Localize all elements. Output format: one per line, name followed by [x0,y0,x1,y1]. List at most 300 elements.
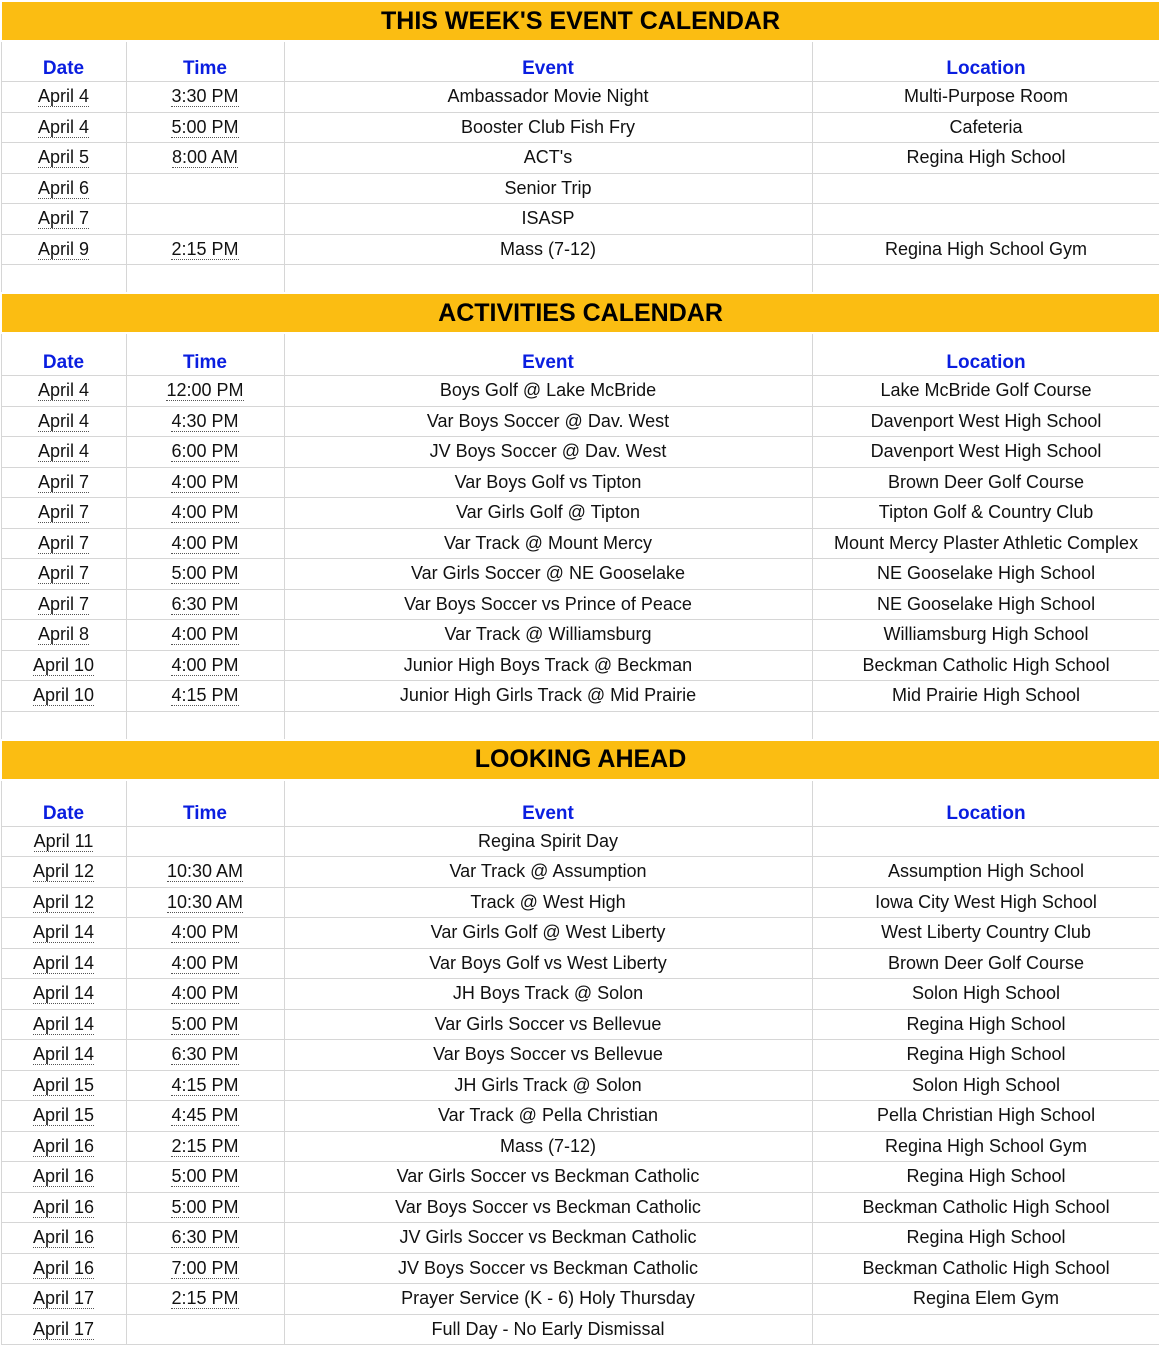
cell-location [812,979,1159,1010]
cell-date [1,1253,126,1284]
cell-location [812,1009,1159,1040]
table-row [1,681,1159,712]
cell-location [812,143,1159,174]
cell-date [1,1223,126,1254]
cell-date [1,467,126,498]
cell-time-text: 7:00 PM [171,1257,239,1278]
empty-cell [812,711,1159,740]
section-banner [1,1,1159,41]
cell-event-text: Var Girls Soccer vs Bellevue [434,1013,662,1034]
calendar-body [1,1,1159,1345]
cell-time [126,1192,284,1223]
cell-event-text: JV Girls Soccer vs Beckman Catholic [399,1227,697,1248]
cell-event-text: JV Boys Soccer @ Dav. West [429,441,667,462]
column-header-location: Location [812,41,1159,82]
cell-event [284,234,812,265]
cell-location [812,1223,1159,1254]
cell-date-text: April 14 [32,1044,95,1065]
cell-event-text: Junior High Girls Track @ Mid Prairie [399,685,697,706]
column-header-event: Event [284,333,812,376]
cell-date-text: April 7 [37,208,90,229]
cell-location [812,620,1159,651]
section-title: THIS WEEK'S EVENT CALENDAR [1,1,1159,41]
table-row [1,173,1159,204]
cell-time [126,1284,284,1315]
cell-location-text: Regina High School [906,1166,1066,1187]
cell-event-text: JH Boys Track @ Solon [452,983,644,1004]
table-row [1,559,1159,590]
cell-event [284,620,812,651]
cell-time-text: 4:00 PM [171,624,239,645]
cell-time [126,173,284,204]
cell-date [1,406,126,437]
empty-cell [812,265,1159,294]
cell-time-text: 4:45 PM [171,1105,239,1126]
cell-event [284,204,812,235]
cell-date [1,1314,126,1345]
cell-time [126,857,284,888]
table-row [1,979,1159,1010]
cell-event-text: Senior Trip [504,177,592,198]
cell-event [284,406,812,437]
cell-location [812,1192,1159,1223]
cell-time-text: 6:00 PM [171,441,239,462]
cell-event-text: Var Boys Soccer vs Bellevue [433,1044,663,1065]
cell-date [1,498,126,529]
cell-date-text: April 9 [37,238,90,259]
cell-time [126,204,284,235]
table-row [1,437,1159,468]
cell-time-text: 3:30 PM [171,86,239,107]
cell-event-text: Var Girls Golf @ West Liberty [430,922,666,943]
cell-date-text: April 14 [32,1013,95,1034]
cell-event [284,437,812,468]
empty-cell [1,265,126,294]
table-row [1,887,1159,918]
cell-event-text: Regina Spirit Day [477,830,619,851]
table-row [1,918,1159,949]
cell-location-text: Regina High School Gym [884,1135,1088,1156]
cell-time-text: 5:00 PM [171,116,239,137]
cell-event-text: Var Girls Soccer vs Beckman Catholic [396,1166,700,1187]
cell-location [812,918,1159,949]
table-row [1,1162,1159,1193]
empty-cell [284,265,812,294]
cell-time [126,948,284,979]
cell-time [126,112,284,143]
cell-event [284,948,812,979]
table-row [1,1284,1159,1315]
cell-date [1,376,126,407]
cell-location-text: Pella Christian High School [876,1105,1096,1126]
table-row [1,1223,1159,1254]
column-header-time: Time [126,333,284,376]
cell-location-text: Regina High School [906,1013,1066,1034]
cell-date-text: April 14 [32,983,95,1004]
cell-event-text: Var Boys Soccer vs Beckman Catholic [395,1196,701,1217]
cell-time [126,887,284,918]
cell-time [126,1314,284,1345]
cell-event-text: Mass (7-12) [499,1135,597,1156]
cell-event [284,1284,812,1315]
cell-date [1,650,126,681]
cell-date-text: April 7 [37,532,90,553]
cell-event [284,826,812,857]
empty-cell [126,711,284,740]
cell-location-text: Tipton Golf & Country Club [878,502,1094,523]
cell-date-text: April 11 [33,830,94,851]
cell-location [812,948,1159,979]
cell-event-text: Var Track @ Williamsburg [444,624,652,645]
cell-time-text: 4:00 PM [171,922,239,943]
cell-location-text: NE Gooselake High School [876,563,1096,584]
table-row [1,1314,1159,1345]
table-row [1,826,1159,857]
cell-location-text: Cafeteria [949,116,1023,137]
cell-event-text: Var Track @ Mount Mercy [444,532,652,553]
cell-date [1,1070,126,1101]
cell-event [284,1223,812,1254]
cell-time-text: 5:00 PM [171,1196,239,1217]
cell-date-text: April 6 [37,177,90,198]
cell-time-text: 2:15 PM [171,1288,239,1309]
cell-time [126,1101,284,1132]
section-banner [1,740,1159,780]
cell-time [126,437,284,468]
cell-location-text: Brown Deer Golf Course [887,952,1085,973]
cell-location [812,437,1159,468]
cell-location [812,1101,1159,1132]
cell-date-text: April 7 [37,471,90,492]
cell-location-text: West Liberty Country Club [881,922,1091,943]
cell-location [812,82,1159,113]
cell-event [284,979,812,1010]
cell-date [1,173,126,204]
cell-time [126,1009,284,1040]
cell-date [1,1131,126,1162]
cell-date [1,204,126,235]
cell-location-text: Davenport West High School [870,441,1102,462]
cell-location-text: Mid Prairie High School [891,685,1081,706]
cell-event-text: Prayer Service (K - 6) Holy Thursday [401,1288,695,1309]
cell-event-text: Var Track @ Assumption [449,861,647,882]
cell-date-text: April 16 [32,1135,95,1156]
empty-cell [1,711,126,740]
empty-row [1,711,1159,740]
cell-event [284,1009,812,1040]
cell-event-text: Var Boys Soccer vs Prince of Peace [404,593,692,614]
cell-date [1,1009,126,1040]
table-row [1,948,1159,979]
column-header-row [1,780,1159,827]
cell-event-text: Var Girls Golf @ Tipton [456,502,640,523]
cell-location-text: Regina High School [906,1227,1066,1248]
cell-time [126,979,284,1010]
cell-event [284,1253,812,1284]
cell-location [812,681,1159,712]
cell-location [812,406,1159,437]
cell-event-text: JV Boys Soccer vs Beckman Catholic [397,1257,699,1278]
cell-event [284,857,812,888]
cell-date-text: April 4 [37,410,90,431]
cell-event [284,1070,812,1101]
cell-location-text: Multi-Purpose Room [903,86,1069,107]
cell-location [812,1284,1159,1315]
cell-event [284,528,812,559]
cell-location [812,1040,1159,1071]
column-header-time: Time [126,41,284,82]
cell-event [284,173,812,204]
cell-date-text: April 7 [37,563,90,584]
cell-location-text: Brown Deer Golf Course [887,471,1085,492]
cell-date [1,1040,126,1071]
cell-time [126,467,284,498]
cell-location-text: Iowa City West High School [875,891,1097,912]
cell-time-text: 4:30 PM [171,410,239,431]
table-row [1,1040,1159,1071]
cell-time-text: 4:00 PM [171,654,239,675]
cell-date [1,857,126,888]
section-title: LOOKING AHEAD [1,740,1159,780]
table-row [1,376,1159,407]
cell-time-text: 6:30 PM [171,1044,239,1065]
cell-date-text: April 15 [32,1105,95,1126]
column-header-row [1,333,1159,376]
cell-event-text: Mass (7-12) [499,238,597,259]
empty-row [1,265,1159,294]
column-header-row [1,41,1159,82]
table-row [1,406,1159,437]
cell-date [1,1192,126,1223]
cell-time-text: 12:00 PM [166,380,244,401]
cell-time [126,1162,284,1193]
table-row [1,82,1159,113]
cell-event-text: Var Boys Golf vs West Liberty [429,952,667,973]
cell-event [284,1314,812,1345]
cell-event-text: Var Boys Golf vs Tipton [454,471,642,492]
empty-cell [126,265,284,294]
cell-time-text: 5:00 PM [171,1166,239,1187]
cell-event [284,112,812,143]
cell-location [812,467,1159,498]
cell-location [812,376,1159,407]
cell-date-text: April 16 [32,1257,95,1278]
cell-date [1,1284,126,1315]
cell-time [126,1131,284,1162]
cell-time [126,589,284,620]
cell-date [1,681,126,712]
cell-location [812,528,1159,559]
cell-date-text: April 7 [37,593,90,614]
table-row [1,857,1159,888]
cell-location-text: Beckman Catholic High School [862,1196,1110,1217]
cell-time [126,918,284,949]
cell-location [812,887,1159,918]
cell-event-text: ACT's [523,147,573,168]
cell-time-text: 4:00 PM [171,983,239,1004]
cell-date [1,979,126,1010]
table-row [1,528,1159,559]
cell-event [284,681,812,712]
cell-location-text: Davenport West High School [870,410,1102,431]
cell-event [284,376,812,407]
cell-event-text: JH Girls Track @ Solon [454,1074,642,1095]
cell-date-text: April 4 [37,116,90,137]
cell-location-text: NE Gooselake High School [876,593,1096,614]
cell-time [126,82,284,113]
column-header-date: Date [1,780,126,827]
cell-date-text: April 5 [37,147,90,168]
table-row [1,1070,1159,1101]
cell-location-text: Mount Mercy Plaster Athletic Complex [833,532,1139,553]
cell-location-text: Solon High School [911,1074,1061,1095]
column-header-date: Date [1,41,126,82]
cell-date-text: April 16 [32,1196,95,1217]
cell-time [126,1040,284,1071]
cell-location [812,1070,1159,1101]
cell-date-text: April 15 [32,1074,95,1095]
cell-date [1,143,126,174]
cell-time-text: 4:00 PM [171,471,239,492]
cell-date [1,948,126,979]
cell-event [284,467,812,498]
cell-time-text: 4:00 PM [171,502,239,523]
cell-time [126,406,284,437]
cell-date-text: April 14 [32,952,95,973]
cell-location-text: Regina Elem Gym [912,1288,1060,1309]
cell-date-text: April 10 [32,654,95,675]
table-row [1,112,1159,143]
cell-event-text: Track @ West High [470,891,626,912]
column-header-location: Location [812,780,1159,827]
table-row [1,498,1159,529]
table-row [1,1192,1159,1223]
table-row [1,1101,1159,1132]
cell-time-text: 4:15 PM [171,1074,239,1095]
cell-location-text: Williamsburg High School [883,624,1089,645]
cell-date-text: April 16 [32,1227,95,1248]
cell-date [1,1101,126,1132]
cell-location [812,826,1159,857]
cell-location [812,1131,1159,1162]
cell-date [1,826,126,857]
column-header-date: Date [1,333,126,376]
cell-event [284,82,812,113]
cell-time [126,826,284,857]
table-row [1,234,1159,265]
cell-date-text: April 8 [37,624,90,645]
cell-event [284,1162,812,1193]
cell-time-text: 2:15 PM [171,238,239,259]
cell-event [284,1040,812,1071]
table-row [1,204,1159,235]
table-row [1,143,1159,174]
cell-event [284,1131,812,1162]
cell-time-text: 10:30 AM [166,891,244,912]
section-title: ACTIVITIES CALENDAR [1,293,1159,333]
cell-date-text: April 17 [32,1288,95,1309]
cell-location-text: Solon High School [911,983,1061,1004]
cell-event-text: Boys Golf @ Lake McBride [439,380,657,401]
cell-time-text: 4:15 PM [171,685,239,706]
cell-time-text: 6:30 PM [171,1227,239,1248]
cell-time [126,234,284,265]
cell-time [126,528,284,559]
cell-date-text: April 4 [37,380,90,401]
cell-event [284,498,812,529]
cell-time-text: 2:15 PM [171,1135,239,1156]
cell-location-text: Regina High School [906,1044,1066,1065]
cell-time-text: 4:00 PM [171,532,239,553]
cell-date-text: April 16 [32,1166,95,1187]
cell-time [126,559,284,590]
cell-date [1,528,126,559]
cell-date-text: April 12 [32,861,95,882]
cell-time [126,376,284,407]
cell-date-text: April 14 [32,922,95,943]
cell-time-text: 5:00 PM [171,1013,239,1034]
cell-event-text: Junior High Boys Track @ Beckman [403,654,693,675]
cell-date-text: April 10 [32,685,95,706]
cell-date [1,112,126,143]
cell-time [126,1070,284,1101]
cell-event-text: Ambassador Movie Night [447,86,649,107]
cell-event-text: Var Girls Soccer @ NE Gooselake [410,563,686,584]
cell-date [1,82,126,113]
cell-time-text: 8:00 AM [171,147,239,168]
cell-event-text: ISASP [521,208,575,229]
cell-location-text: Beckman Catholic High School [862,654,1110,675]
cell-event [284,1101,812,1132]
cell-location [812,112,1159,143]
cell-event-text: Full Day - No Early Dismissal [431,1318,665,1339]
cell-date-text: April 17 [32,1318,95,1339]
cell-date-text: April 4 [37,441,90,462]
cell-time [126,143,284,174]
cell-date-text: April 12 [32,891,95,912]
cell-time [126,1223,284,1254]
empty-cell [284,711,812,740]
cell-event [284,650,812,681]
cell-date [1,437,126,468]
cell-location [812,650,1159,681]
cell-date-text: April 4 [37,86,90,107]
cell-location-text: Regina High School Gym [884,238,1088,259]
table-row [1,1253,1159,1284]
cell-event [284,589,812,620]
cell-date-text: April 7 [37,502,90,523]
table-row [1,467,1159,498]
cell-location [812,857,1159,888]
cell-event [284,143,812,174]
cell-time [126,681,284,712]
cell-time [126,650,284,681]
cell-time-text: 10:30 AM [166,861,244,882]
table-row [1,1131,1159,1162]
cell-location [812,204,1159,235]
cell-event-text: Var Track @ Pella Christian [437,1105,658,1126]
cell-time [126,1253,284,1284]
cell-event [284,918,812,949]
cell-time-text: 5:00 PM [171,563,239,584]
cell-location [812,1314,1159,1345]
cell-location [812,498,1159,529]
cell-time-text: 6:30 PM [171,593,239,614]
cell-location [812,1253,1159,1284]
cell-event [284,1192,812,1223]
cell-date [1,559,126,590]
cell-date [1,1162,126,1193]
